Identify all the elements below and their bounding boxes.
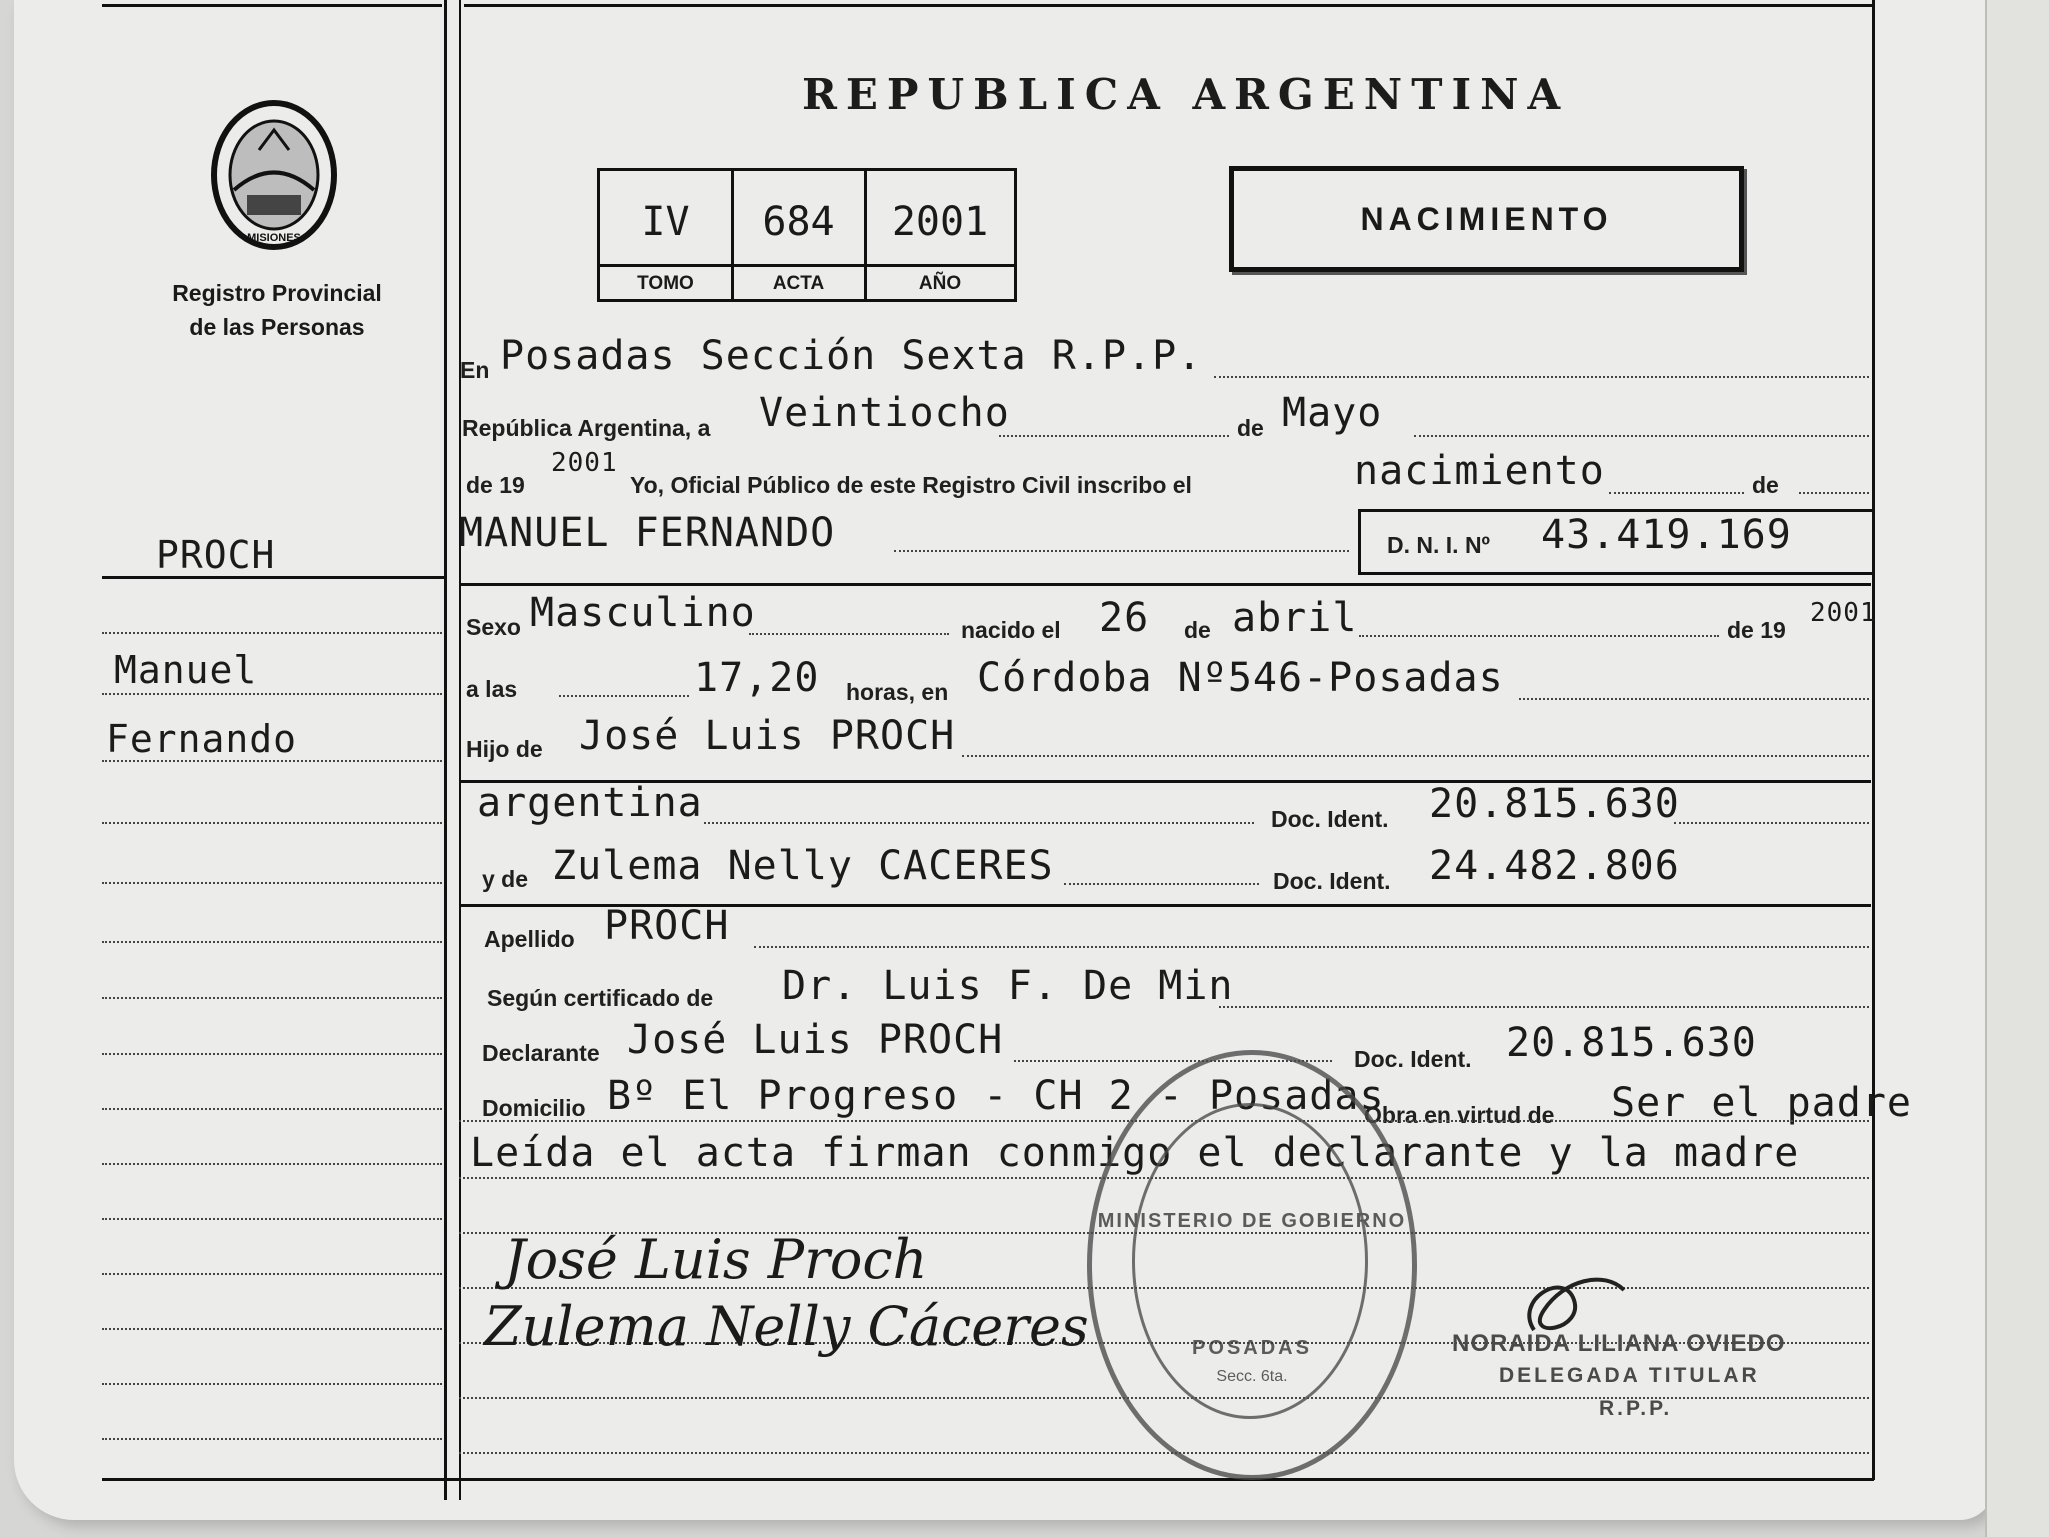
rule-blank-5	[459, 1452, 1869, 1454]
label-nacido: nacido el	[961, 617, 1061, 643]
margin-rule-6	[102, 882, 442, 884]
register-box	[597, 168, 1017, 302]
official-role: DELEGADA TITULAR	[1499, 1364, 1760, 1387]
rule-father-name	[962, 755, 1869, 757]
label-de-19: de 19	[466, 472, 525, 498]
label-horas-en: horas, en	[846, 679, 949, 705]
father-nationality: argentina	[477, 780, 703, 826]
label-doc-ident-father: Doc. Ident.	[1271, 806, 1389, 832]
event-type: nacimiento	[1354, 448, 1605, 494]
margin-rule-13	[102, 1273, 442, 1275]
tomo-label: TOMO	[600, 264, 731, 299]
registry-place: Posadas Sección Sexta R.P.P.	[500, 333, 1203, 379]
declarant-capacity: Ser el padre	[1611, 1080, 1912, 1126]
acta-cell	[733, 171, 867, 299]
seal-section: Secc. 6ta.	[1216, 1368, 1288, 1385]
tomo-value: IV	[641, 199, 690, 245]
right-border	[1872, 0, 1875, 1480]
certificate-by: Dr. Luis F. De Min	[782, 963, 1234, 1009]
label-yo-oficial: Yo, Oficial Público de este Registro Civil inscribo el	[630, 472, 1192, 498]
margin-rule-5	[102, 822, 442, 824]
rule-line-1	[1214, 376, 1869, 378]
closing-text: Leída el acta firman conmigo el declarante y la madre	[470, 1130, 1800, 1176]
child-surname: PROCH	[604, 903, 730, 949]
father-doc: 20.815.630	[1429, 781, 1680, 827]
margin-rule-14	[102, 1328, 442, 1330]
rule-birth-month	[1359, 635, 1719, 637]
dni-number: 43.419.169	[1541, 512, 1792, 558]
birth-time: 17,20	[694, 655, 820, 701]
emblem-text: MISIONES	[247, 232, 301, 244]
label-y-de: y de	[482, 866, 529, 892]
registry-name-line1: Registro Provincial	[172, 280, 382, 306]
margin-rule-7	[102, 941, 442, 943]
margin-first-name: Manuel	[114, 648, 258, 692]
margin-divider-inner	[459, 0, 461, 1500]
rule-mother-name	[1064, 883, 1259, 885]
dni-box	[1358, 509, 1875, 575]
provincial-emblem	[199, 95, 349, 255]
label-en: En	[460, 357, 490, 383]
label-republica: República Argentina, a	[462, 415, 711, 441]
registration-day: Veintiocho	[759, 390, 1010, 436]
birth-year: 2001	[1810, 598, 1877, 628]
mother-name: Zulema Nelly CACERES	[552, 843, 1054, 889]
mother-signature: Zulema Nelly Cáceres	[484, 1295, 1089, 1358]
bottom-rule	[102, 1478, 1874, 1481]
certificate-sheet	[14, 0, 1994, 1520]
margin-rule-2	[102, 632, 442, 634]
rule-nationality	[704, 822, 1254, 824]
rule-event	[1609, 492, 1744, 494]
official-seal	[1087, 1050, 1417, 1480]
margin-divider	[444, 0, 447, 1500]
rule-section-1	[459, 583, 1871, 586]
label-apellido: Apellido	[484, 926, 575, 952]
address: Bº El Progreso - CH 2 - Posadas	[607, 1073, 1385, 1119]
act-type-box	[1229, 166, 1744, 272]
birth-place: Córdoba Nº546-Posadas	[977, 655, 1504, 701]
rule-surname	[754, 946, 1869, 948]
registry-name-line2: de las Personas	[189, 314, 365, 340]
rule-child-name	[894, 550, 1349, 552]
next-page-edge	[1985, 0, 2049, 1537]
margin-rule-15	[102, 1383, 442, 1385]
rule-father-doc	[1674, 822, 1869, 824]
seal-ring-text: MINISTERIO DE GOBIERNO	[1097, 1210, 1407, 1232]
official-org: R.P.P.	[1599, 1397, 1673, 1420]
label-obra: Obra en virtud de	[1364, 1102, 1555, 1128]
rule-certificate	[1219, 1006, 1869, 1008]
rule-month	[1414, 435, 1869, 437]
label-doc-ident-mother: Doc. Ident.	[1273, 868, 1391, 894]
rule-birth-place	[1519, 698, 1869, 700]
margin-rule-3	[102, 693, 442, 695]
registration-month: Mayo	[1282, 390, 1383, 436]
rule-de-end	[1799, 492, 1869, 494]
rule-time-pre	[559, 695, 689, 697]
ano-label: AÑO	[866, 264, 1014, 299]
margin-rule-10	[102, 1108, 442, 1110]
seal-city: POSADAS	[1192, 1337, 1312, 1359]
label-domicilio: Domicilio	[482, 1095, 586, 1121]
label-de-19-birth: de 19	[1727, 617, 1786, 643]
father-signature: José Luis Proch	[504, 1228, 928, 1291]
label-declarante: Declarante	[482, 1040, 600, 1066]
margin-rule-1	[102, 576, 444, 579]
label-dni: D. N. I. Nº	[1387, 532, 1490, 558]
margin-rule-11	[102, 1163, 442, 1165]
ano-cell	[866, 171, 1014, 299]
official-name: NORAIDA LILIANA OVIEDO	[1452, 1330, 1786, 1357]
declarant-doc: 20.815.630	[1506, 1020, 1757, 1066]
margin-rule-4	[102, 760, 442, 762]
declarant-name: José Luis PROCH	[627, 1017, 1004, 1063]
label-a-las: a las	[466, 676, 518, 702]
top-rule-right	[464, 4, 1872, 7]
birth-month: abril	[1232, 595, 1358, 641]
sex-value: Masculino	[530, 590, 756, 636]
margin-rule-8	[102, 997, 442, 999]
child-name: MANUEL FERNANDO	[459, 510, 836, 556]
label-segun: Según certificado de	[487, 985, 714, 1011]
registration-year: 2001	[551, 448, 618, 478]
margin-rule-16	[102, 1438, 442, 1440]
rule-day	[999, 435, 1229, 437]
mother-doc: 24.482.806	[1429, 843, 1680, 889]
father-name: José Luis PROCH	[579, 713, 956, 759]
document-title: REPUBLICA ARGENTINA	[802, 70, 1570, 119]
label-de-month: de	[1237, 415, 1264, 441]
act-type-label: NACIMIENTO	[1360, 201, 1613, 237]
label-de-birth-month: de	[1184, 617, 1211, 643]
acta-label: ACTA	[733, 264, 864, 299]
label-sexo: Sexo	[466, 614, 521, 640]
birth-day: 26	[1099, 595, 1150, 641]
label-hijo-de: Hijo de	[466, 736, 543, 762]
margin-rule-12	[102, 1218, 442, 1220]
margin-second-name: Fernando	[106, 717, 298, 761]
acta-value: 684	[762, 199, 835, 245]
label-de-end: de	[1752, 472, 1779, 498]
ano-value: 2001	[891, 199, 989, 245]
rule-sex	[749, 633, 949, 635]
top-rule-left	[102, 4, 442, 7]
margin-rule-9	[102, 1053, 442, 1055]
tomo-cell	[600, 171, 734, 299]
label-doc-ident-declarant: Doc. Ident.	[1354, 1046, 1472, 1072]
margin-surname: PROCH	[156, 533, 276, 577]
